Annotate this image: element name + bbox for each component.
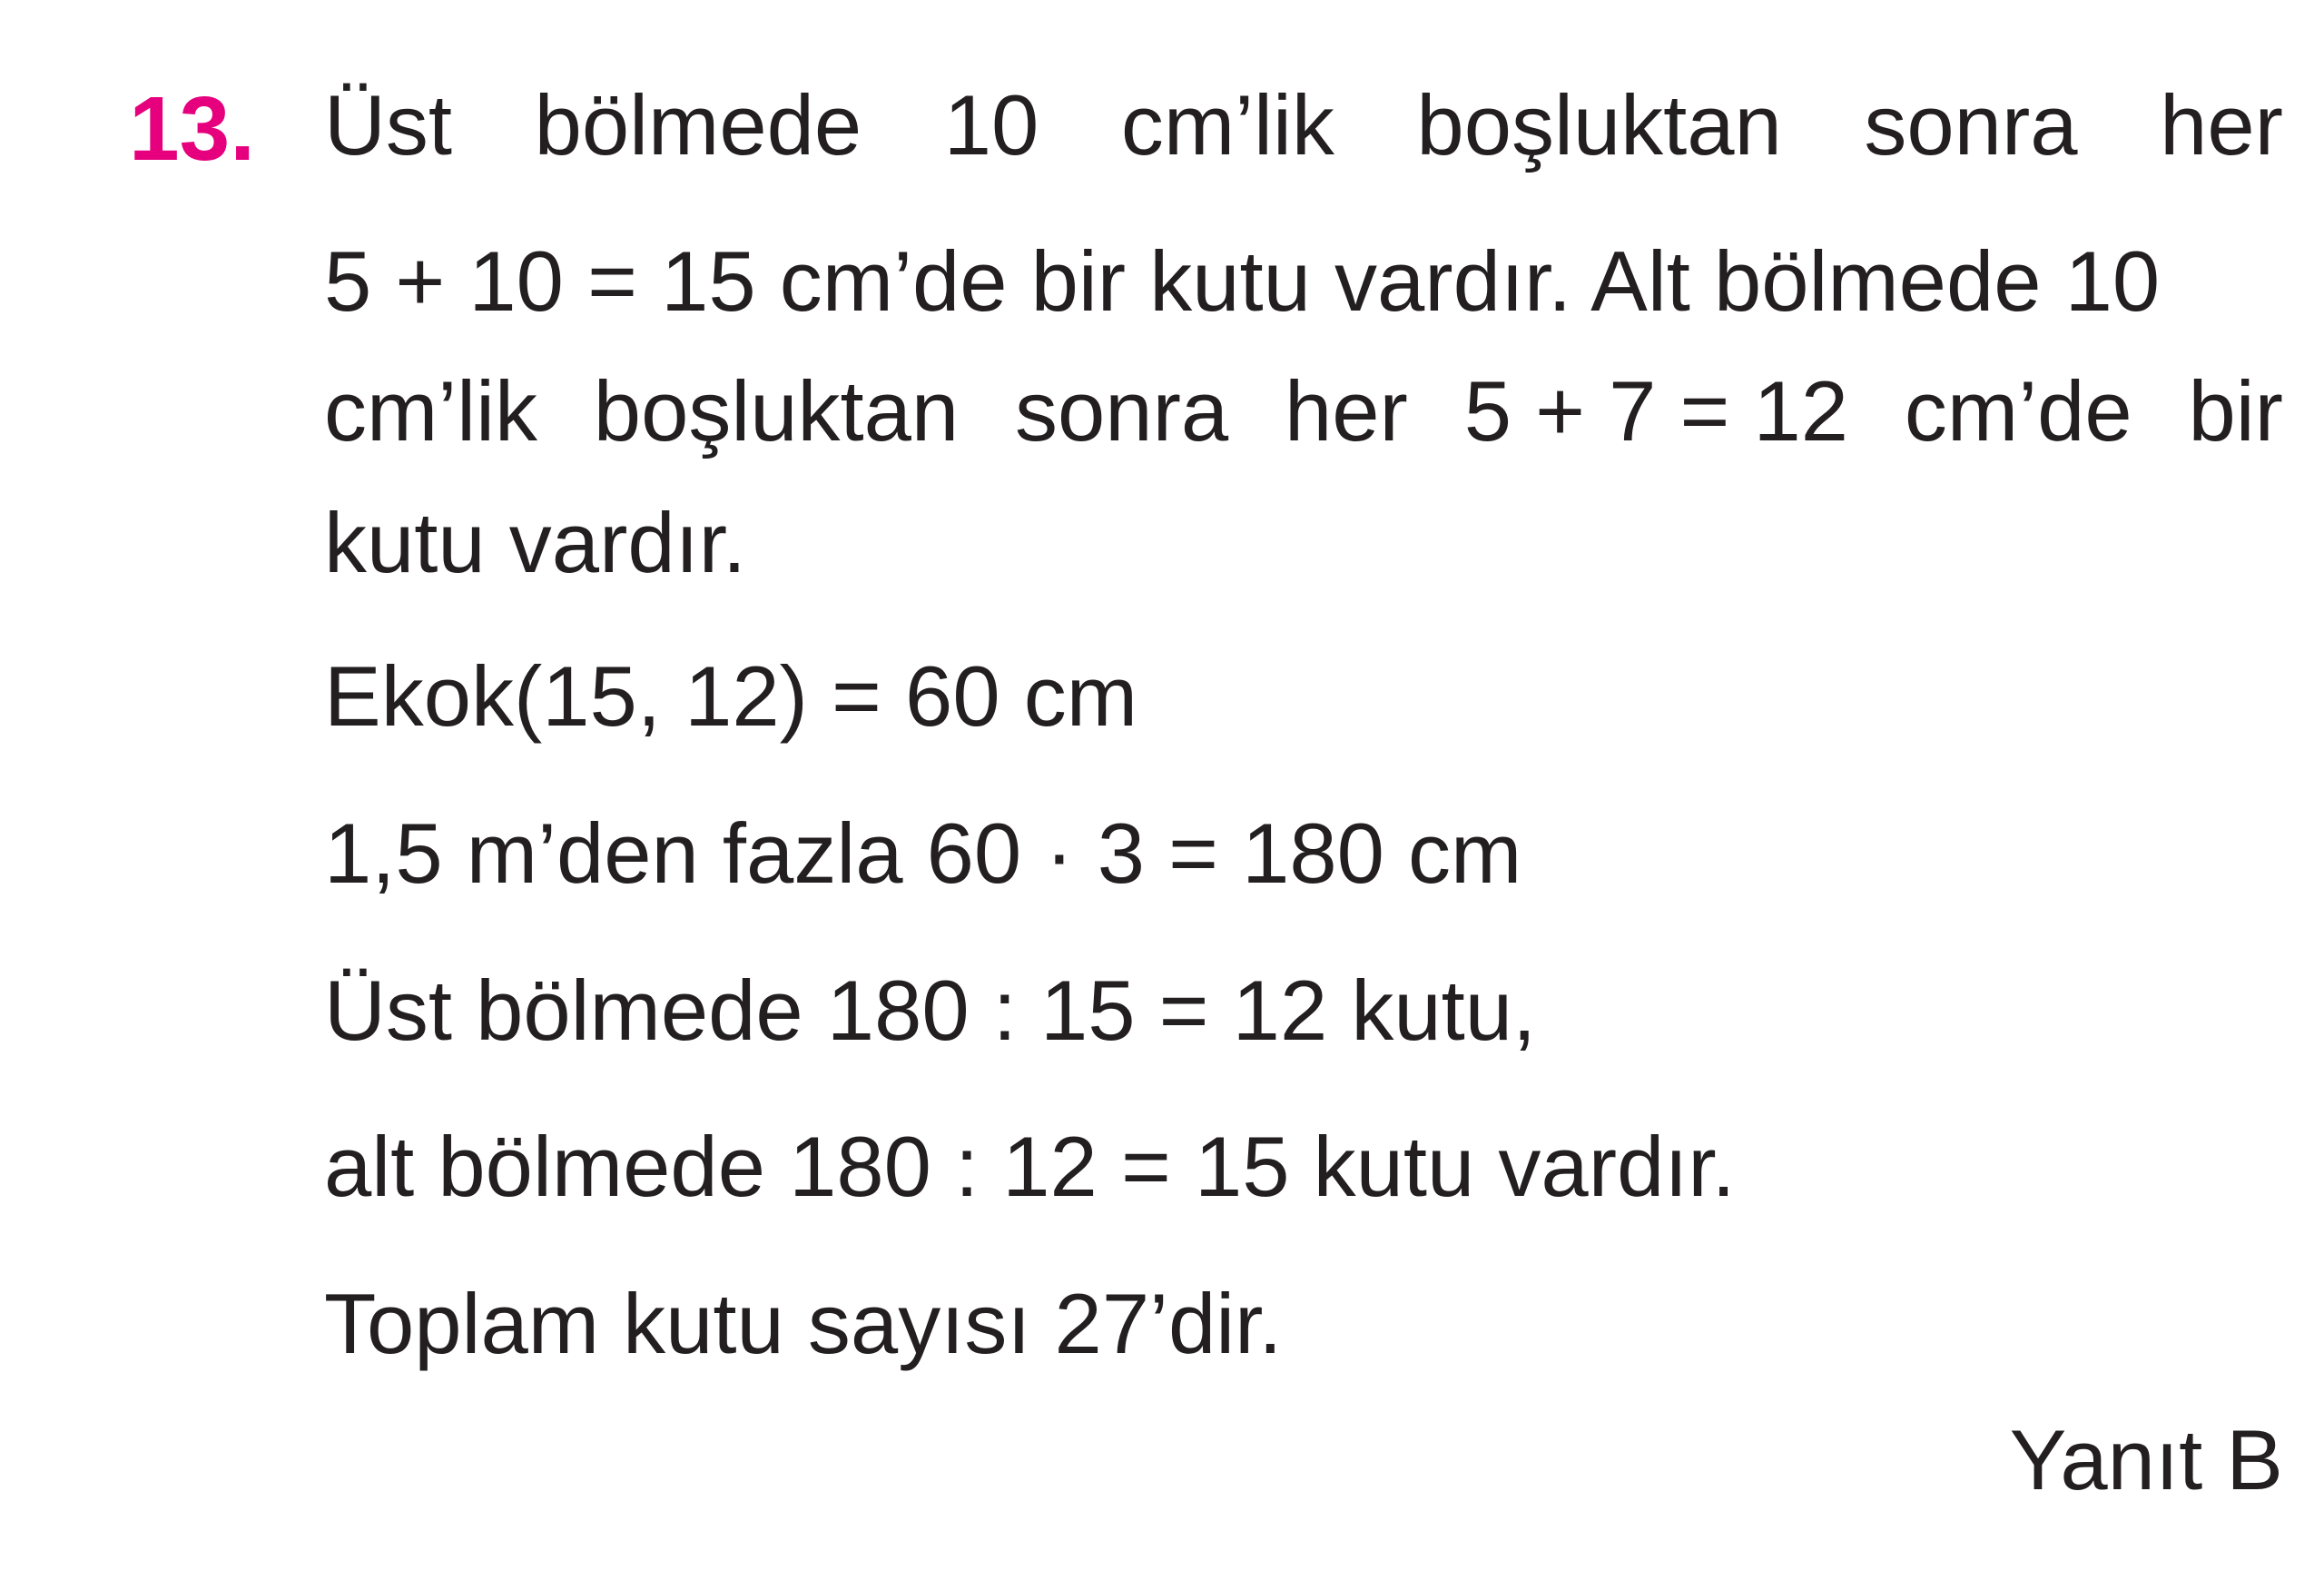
word: bir: [2188, 363, 2283, 459]
word: bölmede: [534, 77, 862, 173]
word: 10: [943, 77, 1039, 173]
word: cm’lik: [1120, 77, 1334, 173]
paragraph-line-1: [324, 71, 2283, 180]
paragraph-line-3: [324, 357, 2283, 466]
word: boşluktan: [593, 363, 960, 459]
paragraph-line-2: 5 + 10 = 15 cm’de bir kutu vardır. Alt bölmede 10: [324, 233, 2161, 329]
question-number: 13.: [129, 78, 256, 180]
step-upper-compartment: Üst bölmede 180 : 15 = 12 kutu,: [324, 963, 1537, 1058]
step-ekok: Ekok(15, 12) = 60 cm: [324, 648, 1138, 744]
step-lower-compartment: alt bölmede 180 : 12 = 15 kutu vardır.: [324, 1119, 1736, 1214]
word: cm’lik: [324, 363, 537, 459]
word: 5 + 7 = 12: [1463, 363, 1849, 459]
word: boşluktan: [1416, 77, 1782, 173]
word: Üst: [324, 77, 452, 173]
step-total: Toplam kutu sayısı 27’dir.: [324, 1276, 1283, 1371]
paragraph-line-4: kutu vardır.: [324, 495, 746, 590]
word: cm’de: [1904, 363, 2132, 459]
word: her: [2160, 77, 2283, 173]
word: her: [1285, 363, 1408, 459]
answer-label: Yanıt B: [2009, 1412, 2283, 1507]
step-length: 1,5 m’den fazla 60 · 3 = 180 cm: [324, 805, 1522, 901]
word: sonra: [1864, 77, 2078, 173]
word: sonra: [1015, 363, 1229, 459]
